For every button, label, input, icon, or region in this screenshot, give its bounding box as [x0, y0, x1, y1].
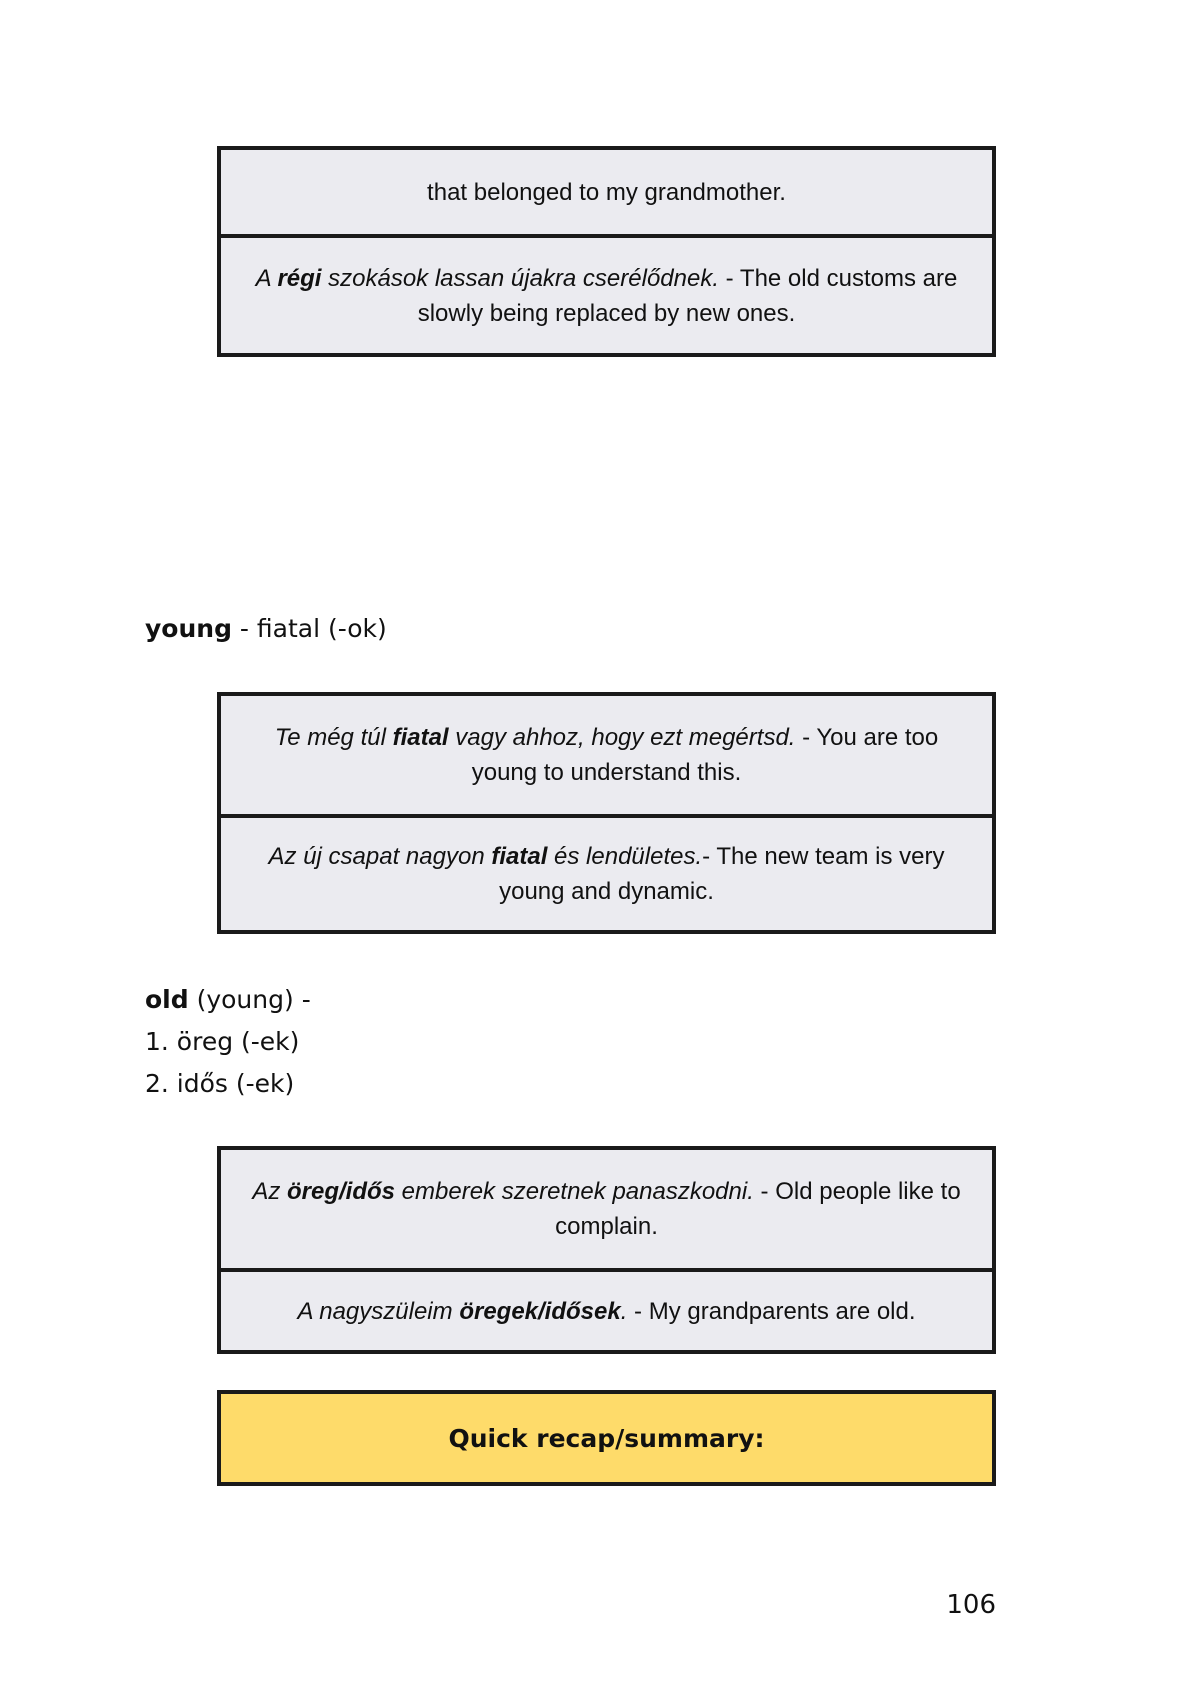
example-translation: - You are too young to understand this.: [471, 724, 939, 786]
hungarian-sentence: Az új csapat nagyon fiatal és lendületes.: [268, 843, 703, 870]
example-row: [221, 1268, 992, 1350]
example-translation: - My grandparents are old.: [627, 1297, 916, 1325]
example-row: [221, 696, 992, 814]
hungarian-sentence: Te még túl fiatal vagy ahhoz, hogy ezt megértsd.: [274, 724, 796, 751]
hungarian-sentence: Az öreg/idős emberek szeretnek panaszkodni.: [252, 1178, 754, 1205]
example-row: [221, 234, 992, 353]
term-translation-1: 1. öreg (-ek): [145, 1027, 300, 1056]
hungarian-sentence: A nagyszüleim öregek/idősek.: [297, 1297, 628, 1325]
keyword: öregek/idősek: [459, 1297, 621, 1325]
example-translation: - The old customs are slowly being replaced by new ones.: [417, 264, 958, 327]
recap-heading-box: [217, 1390, 996, 1486]
example-box-young: [217, 692, 996, 934]
term-translation: - fiatal (-ok): [231, 614, 387, 643]
vocab-term-old: [145, 979, 311, 1105]
keyword: fiatal: [491, 843, 548, 870]
term-translation-2: 2. idős (-ek): [145, 1069, 295, 1098]
page-number: 106: [946, 1590, 996, 1620]
hungarian-sentence: A régi szokások lassan újakra cserélődnek.: [255, 264, 720, 292]
keyword: régi: [277, 264, 322, 292]
example-translation: - The new team is very young and dynamic.: [499, 843, 945, 905]
keyword: öreg/idős: [287, 1178, 396, 1205]
example-row: [221, 1150, 992, 1268]
term-word: old: [145, 985, 189, 1014]
keyword: fiatal: [392, 724, 449, 751]
vocab-term-young: [145, 608, 387, 650]
term-word: young: [145, 614, 232, 643]
example-translation: that belonged to my grandmother.: [427, 178, 786, 206]
term-note: (young) -: [188, 985, 311, 1014]
example-translation: - Old people like to complain.: [555, 1178, 961, 1240]
example-row: [221, 150, 992, 234]
example-box-old-2: [217, 1146, 996, 1354]
example-box-old-1: [217, 146, 996, 357]
recap-label: Quick recap/summary:: [448, 1423, 765, 1453]
example-row: [221, 814, 992, 930]
